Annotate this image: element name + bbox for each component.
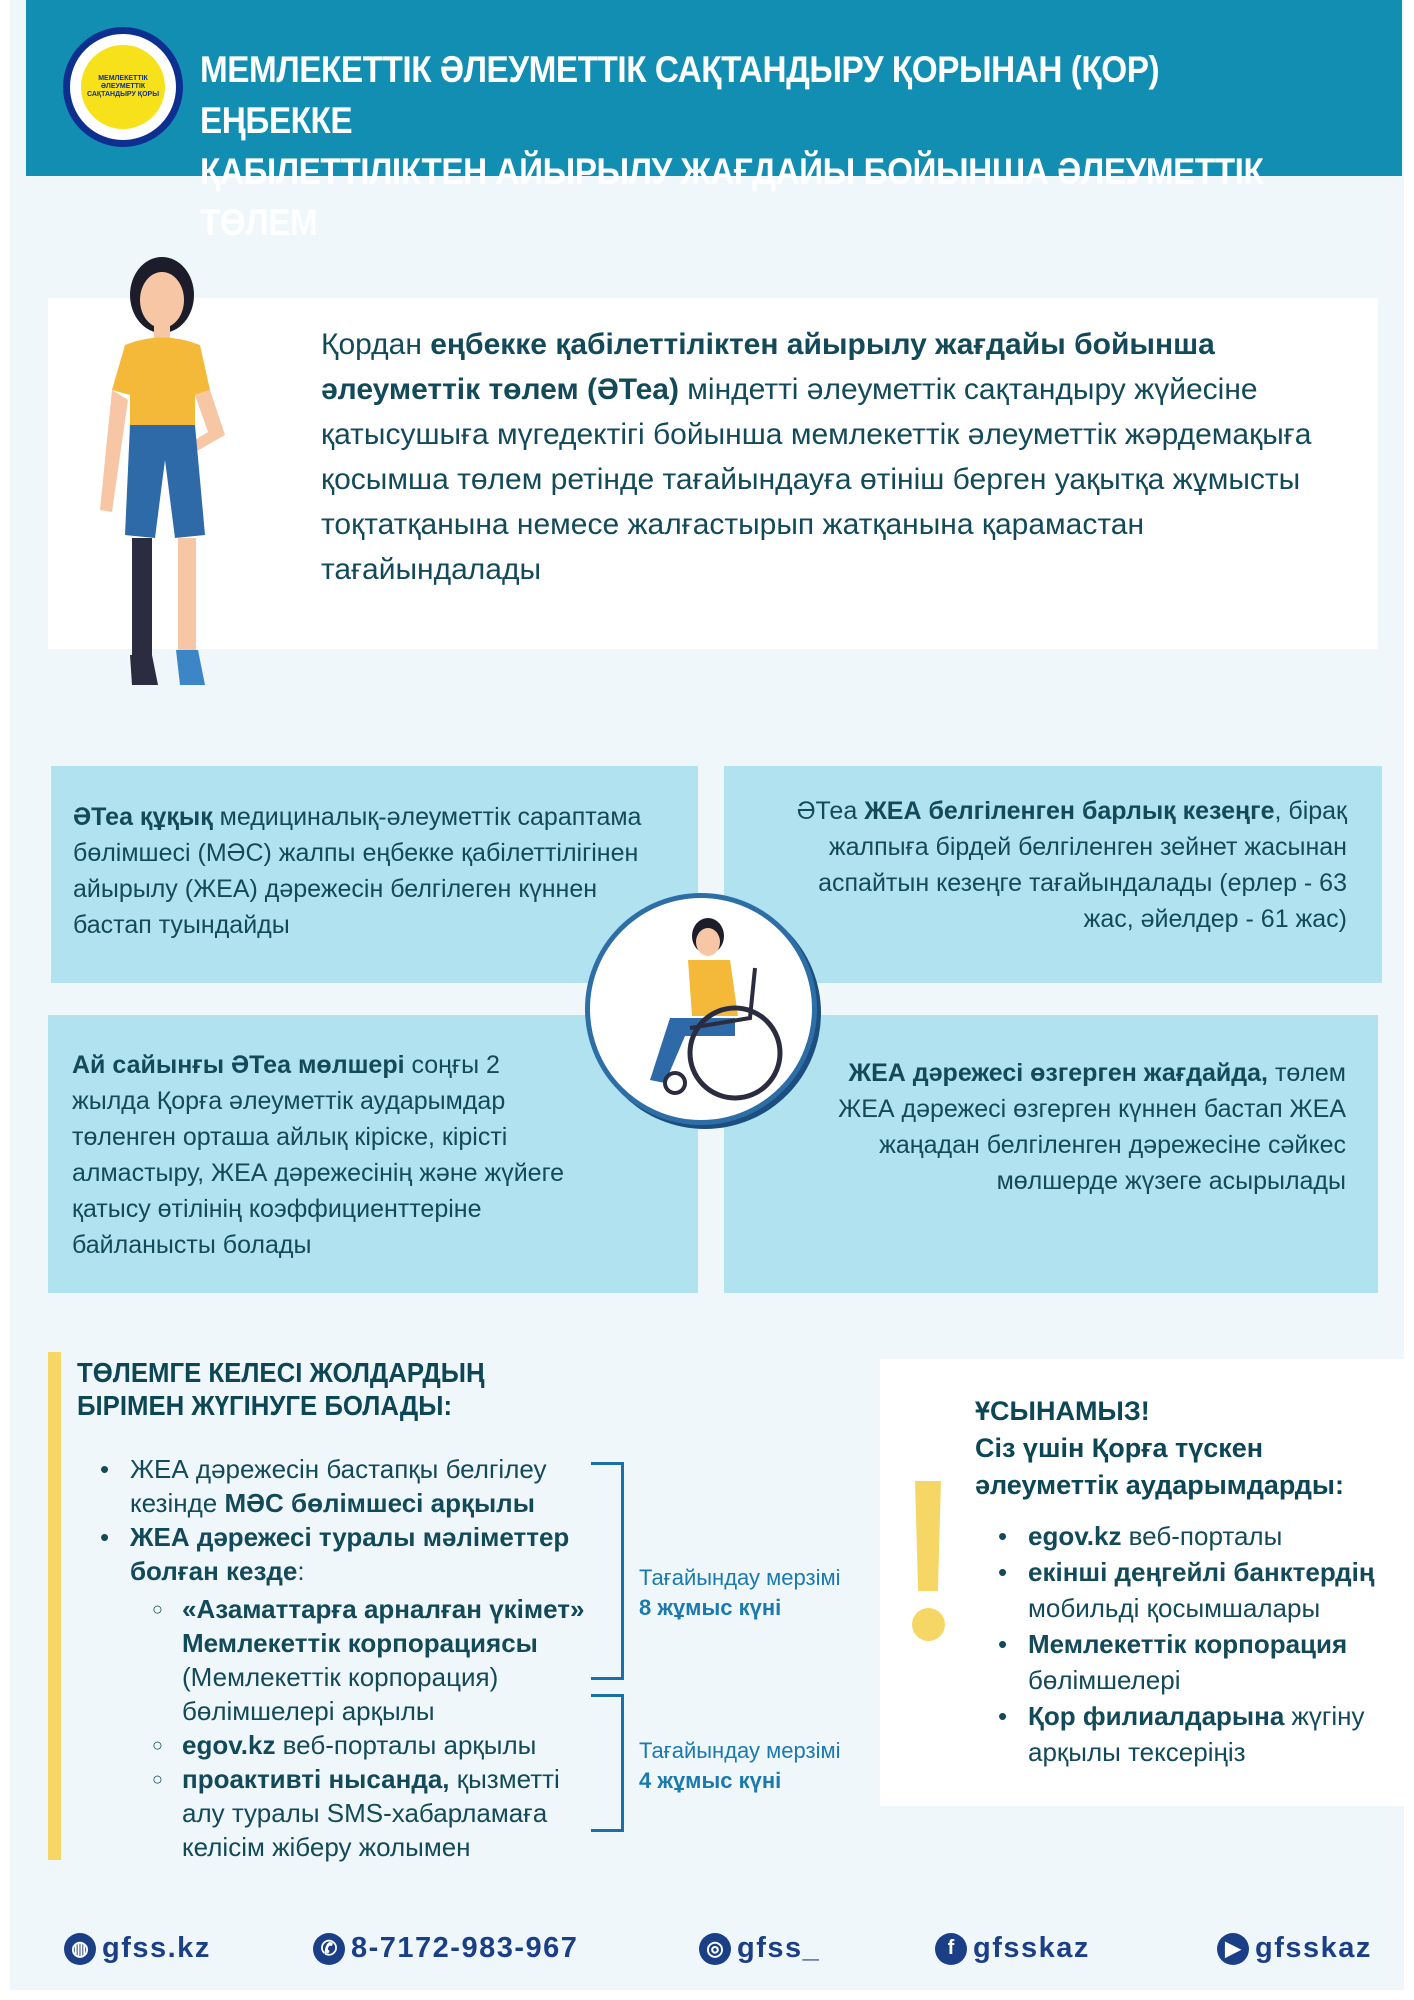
facebook-handle[interactable]: gfsskaz [973, 1932, 1090, 1964]
instagram-handle[interactable]: gfss_ [737, 1932, 821, 1964]
info-text-body: соңғы 2 жылда Қорға әлеуметтік аударымдар төленген орташа айлық кіріске, кірісті алмастыру, ЖЕА дәрежесінің және жүйеге қатысу өтілінің коэффициенттеріне байланысты болады [72, 1051, 565, 1259]
youtube-handle[interactable]: gfsskaz [1255, 1932, 1372, 1964]
intro-text: міндетті әлеуметтік сақтандыру жүйесіне қатысушыға мүгедектігі бойынша мемлекеттік әлеуметтік жәрдемақыға қосымша төлем ретінде тағайындауға өтініш берген уақытқа жұмысты тоқтатқанына немесе жалғастырып жатқанына қарамастан тағайындалады [321, 373, 1312, 586]
item-text: : [297, 1556, 305, 1586]
title-line-1: МЕМЛЕКЕТТІК ӘЛЕУМЕТТІК САҚТАНДЫРУ ҚОРЫНАН (ҚОР) ЕҢБЕККЕ [200, 49, 1160, 141]
phone-number[interactable]: 8-7172-983-967 [351, 1932, 579, 1964]
wheelchair-person-icon [590, 898, 812, 1120]
logo-text: МЕМЛЕКЕТТІК ӘЛЕУМЕТТІК САҚТАНДЫРУ ҚОРЫ [81, 45, 165, 129]
info-text [73, 799, 673, 943]
intro-text: Қордан [321, 328, 431, 361]
sub-list-item: ○ «Азаматтарға арналған үкімет» Мемлекеттік корпорациясы (Мемлекеттік корпорация) бөлімшелері арқылы [152, 1594, 585, 1726]
item-text: веб-порталы [1121, 1521, 1283, 1551]
recommend-subtitle: Сіз үшін Қорға түскен әлеуметтік аударымдарды: [975, 1433, 1344, 1500]
info-text-body: төлем ЖЕА дәрежесі өзгерген күннен бастап ЖЕА жаңадан белгіленген дәрежесіне сәйкес мөлшерде жүзеге асырылады [838, 1059, 1346, 1195]
list-item: • ЖЕА дәрежесі туралы мәліметтер болған кезде: ○ «Азаматтарға арналған үкімет» Мемлекеттік корпорациясы (Мемлекеттік корпорация) бөлімшелері арқылы ○ egov.kz веб-порталы арқылы ○ проактивті нысанда, қызметті алу туралы SMS-хабарламаға келісім жіберу жолымен [130, 1520, 600, 1864]
instagram-icon: ◎ [699, 1933, 731, 1965]
list-item: • Қор филиалдарына жүгіну арқылы тексеріңіз [998, 1701, 1365, 1767]
intro-bold: еңбекке қабілеттіліктен айырылу жағдайы бойынша әлеуметтік төлем (ӘТеа) [321, 328, 1215, 406]
footer-youtube[interactable] [1217, 1932, 1372, 1965]
item-text: ЖЕА дәрежесін бастапқы белгілеу кезінде [130, 1454, 547, 1518]
item-text: қызметті алу туралы SMS-хабарламаға келісім жіберу жолымен [182, 1764, 560, 1862]
info-bold: ЖЕА дәрежесі өзгерген жағдайда, [848, 1059, 1269, 1087]
exclamation-icon [915, 1481, 941, 1591]
item-bold: ЖЕА дәрежесі туралы мәліметтер болған кезде [130, 1522, 570, 1586]
list-item: • екінші деңгейлі банктердің мобильді қосымшалары [998, 1557, 1375, 1623]
term-8-days [639, 1563, 840, 1623]
accent-bar [48, 1352, 61, 1860]
exclamation-dot [912, 1608, 945, 1641]
wheelchair-illustration [585, 893, 817, 1125]
info-bold: Ай сайынғы ӘТеа мөлшері [72, 1051, 405, 1079]
list-item: • ЖЕА дәрежесін бастапқы белгілеу кезінде МӘС бөлімшесі арқылы [100, 1454, 547, 1518]
list-item: • egov.kz веб-порталы [998, 1521, 1283, 1551]
item-bold: МӘС бөлімшесі арқылы [224, 1488, 535, 1518]
info-text-body: ӘТеа [796, 797, 865, 825]
youtube-icon: ▶ [1217, 1933, 1249, 1965]
item-bold: проактивті нысанда, [182, 1764, 450, 1794]
info-bold: ЖЕА белгіленген барлық кезеңге [864, 797, 1275, 825]
item-text: бөлімшелері [1028, 1665, 1181, 1695]
item-bold: egov.kz [1028, 1521, 1122, 1551]
item-text: мобильді қосымшалары [1028, 1593, 1321, 1623]
website-link[interactable]: gfss.kz [102, 1932, 211, 1964]
globe-icon: ◍ [64, 1933, 96, 1965]
recommendation-heading [975, 1393, 1395, 1504]
item-text: жүгіну арқылы тексеріңіз [1028, 1701, 1365, 1767]
fund-logo [63, 27, 183, 147]
term-4-days [639, 1736, 840, 1796]
facebook-icon: f [935, 1933, 967, 1965]
item-text: веб-порталы арқылы [275, 1730, 537, 1760]
apply-heading: ТӨЛЕМГЕ КЕЛЕСІ ЖОЛДАРДЫҢ БІРІМЕН ЖҮГІНУГЕ БОЛАДЫ: [77, 1357, 485, 1421]
item-bold: екінші деңгейлі банктердің [1028, 1557, 1375, 1587]
info-text [72, 1047, 612, 1263]
page-title [200, 44, 1282, 248]
term-label: Тағайындау мерзімі [639, 1738, 841, 1763]
bracket-8-days [591, 1462, 624, 1680]
info-box-change [724, 1015, 1378, 1293]
footer-phone[interactable] [313, 1932, 578, 1965]
footer-facebook[interactable] [935, 1932, 1090, 1965]
header-banner [26, 0, 1402, 243]
recommend-title: ҰСЫНАМЫЗ! [975, 1396, 1150, 1426]
footer-website[interactable] [64, 1932, 211, 1965]
info-text-body: , бірақ жалпыға бірдей белгіленген зейнет жасынан аспайтын кезеңге тағайындалады (ерлер - 63 жас, әйелдер - 61 жас) [818, 797, 1347, 933]
sub-list-item: ○ egov.kz веб-порталы арқылы [152, 1730, 537, 1760]
info-text [767, 793, 1347, 937]
info-text-body: медициналық-әлеуметтік сараптама бөлімшесі (МӘС) жалпы еңбекке қабілеттілігінен айырылу (ЖЕА) дәрежесін белгілеген күннен бастап туындайды [73, 803, 642, 939]
term-value: 8 жұмыс күні [639, 1595, 782, 1620]
term-label: Тағайындау мерзімі [639, 1565, 841, 1590]
item-bold: «Азаматтарға арналған үкімет» Мемлекеттік корпорациясы [182, 1594, 585, 1658]
item-bold: Мемлекеттік корпорация [1028, 1629, 1348, 1659]
info-box-period [724, 766, 1382, 983]
bracket-4-days [591, 1694, 624, 1832]
item-bold: egov.kz [182, 1730, 276, 1760]
title-line-2: ҚАБІЛЕТТІЛІКТЕН АЙЫРЫЛУ ЖАҒДАЙЫ БОЙЫНША ӘЛЕУМЕТТІК ТӨЛЕМ [200, 151, 1264, 243]
apply-list [100, 1452, 600, 1864]
item-bold: Қор филиалдарына [1028, 1701, 1285, 1731]
sub-list-item: ○ проактивті нысанда, қызметті алу туралы SMS-хабарламаға келісім жіберу жолымен [152, 1764, 560, 1862]
list-item: • Мемлекеттік корпорация бөлімшелері [998, 1629, 1348, 1695]
footer-instagram[interactable] [699, 1932, 820, 1965]
term-value: 4 жұмыс күні [639, 1768, 782, 1793]
intro-paragraph [321, 322, 1361, 592]
woman-prosthesis-illustration [90, 250, 250, 695]
info-text [826, 1055, 1346, 1199]
info-bold: ӘТеа құқық [73, 803, 213, 831]
phone-icon: ✆ [313, 1933, 345, 1965]
item-text: (Мемлекеттік корпорация) бөлімшелері арқылы [182, 1662, 499, 1726]
recommendation-list [998, 1518, 1408, 1770]
